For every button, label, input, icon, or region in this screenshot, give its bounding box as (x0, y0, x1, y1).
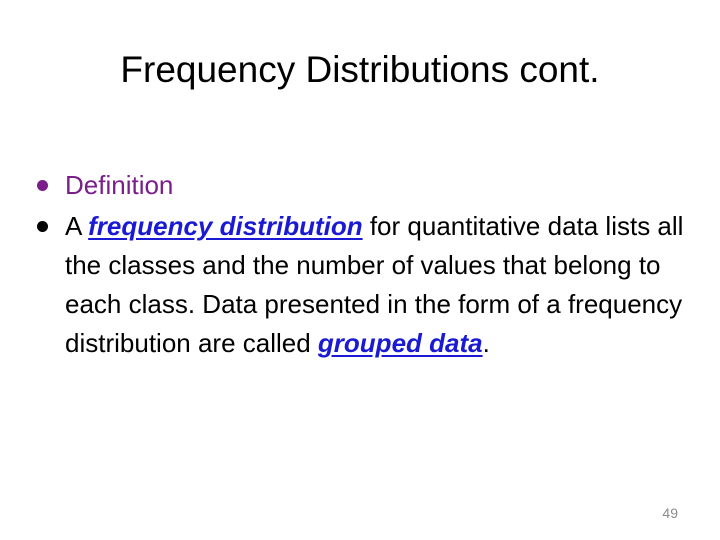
slide-title: Frequency Distributions cont. (120, 49, 600, 90)
term-frequency-distribution: frequency distribution (88, 211, 363, 241)
bullet-dot-icon (37, 180, 48, 191)
body-text-part-3: . (482, 328, 490, 358)
term-grouped-data: grouped data (317, 328, 483, 358)
definition-label: Definition (65, 170, 174, 200)
body-text-part-1: A (65, 211, 89, 241)
bullet-body (36, 207, 696, 363)
bullet-definition (36, 166, 696, 205)
body-text-part-2: for quantitative data lists all the classes and the number of values that belong to each class. Data presented in the form of a frequency distribution are called (65, 211, 684, 358)
bullet-dot-icon (37, 221, 48, 232)
bullet-list (36, 166, 696, 363)
page-number: 49 (662, 505, 678, 521)
